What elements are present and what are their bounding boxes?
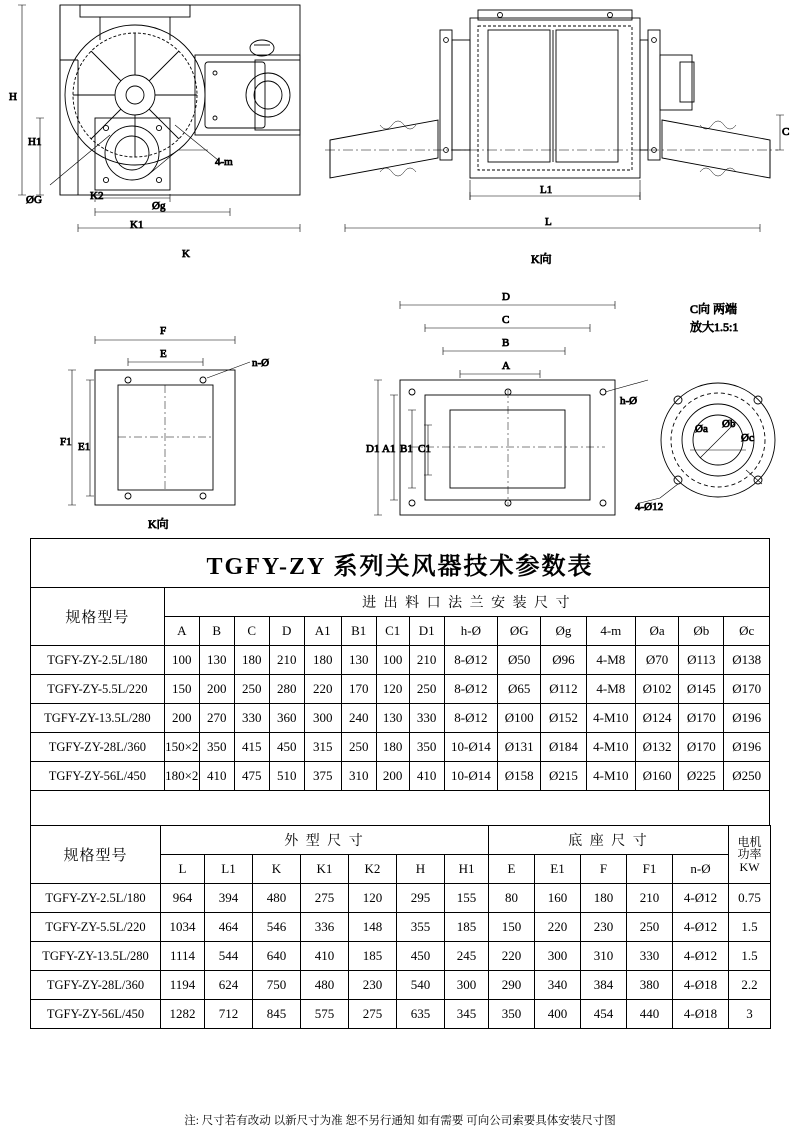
cell-value: 384 [581, 971, 627, 1000]
cell-value: 180 [234, 646, 269, 675]
cell-value: 4-Ø18 [673, 971, 729, 1000]
cell-value: 80 [489, 884, 535, 913]
cell-value: 8-Ø12 [444, 646, 498, 675]
cell-value: Ø184 [541, 733, 586, 762]
cell-value: Ø160 [636, 762, 679, 791]
cell-value: 1194 [161, 971, 205, 1000]
col-E1: E1 [535, 855, 581, 884]
cell-value: 155 [445, 884, 489, 913]
cell-value: 635 [397, 1000, 445, 1029]
cell-value: 8-Ø12 [444, 704, 498, 733]
cell-value: 450 [397, 942, 445, 971]
label-n-phi: n-Ø [252, 357, 270, 369]
cell-value: 1034 [161, 913, 205, 942]
label-K1: K1 [130, 219, 144, 231]
table-row [31, 1000, 771, 1029]
cell-value: 170 [341, 675, 376, 704]
table-flange-dimensions [30, 538, 770, 825]
cell-value: 750 [253, 971, 301, 1000]
cell-value: 845 [253, 1000, 301, 1029]
cell-value: 540 [397, 971, 445, 1000]
cell-value: 240 [341, 704, 376, 733]
col-phia: Øa [636, 617, 679, 646]
label-h-phi: h-Ø [620, 395, 638, 407]
cell-value: 10-Ø14 [444, 733, 498, 762]
label-E: E [160, 348, 167, 360]
label-D: D [502, 291, 510, 303]
cell-value: 310 [581, 942, 627, 971]
footnote: 注: 尺寸若有改动 以新尺寸为准 恕不另行通知 如有需要 可向公司索要具体安装尺寸图 [184, 1115, 616, 1127]
cell-model: TGFY-ZY-5.5L/220 [31, 675, 165, 704]
header-model: 规格型号 [31, 588, 165, 646]
cell-value: 454 [581, 1000, 627, 1029]
cell-value: 300 [304, 704, 341, 733]
cell-value: 160 [535, 884, 581, 913]
view-c-circular-flange [640, 383, 775, 503]
table-row [31, 971, 771, 1000]
cell-value: 350 [199, 733, 234, 762]
cell-model: TGFY-ZY-2.5L/180 [31, 646, 165, 675]
cell-value: 148 [349, 913, 397, 942]
technical-drawing [0, 0, 800, 540]
cell-value: 280 [269, 675, 304, 704]
cell-value: 245 [445, 942, 489, 971]
cell-value: 480 [253, 884, 301, 913]
cell-value: 185 [445, 913, 489, 942]
cell-value: 300 [445, 971, 489, 1000]
parameter-tables [30, 538, 770, 1029]
cell-model: TGFY-ZY-28L/360 [31, 971, 161, 1000]
view-front-right [325, 10, 778, 178]
cell-value: 410 [199, 762, 234, 791]
col-A: A [164, 617, 199, 646]
cell-value: 4-M10 [586, 762, 635, 791]
table-spacer-row [31, 791, 770, 826]
label-B1: B1 [400, 443, 413, 455]
cell-value: 130 [341, 646, 376, 675]
cell-value: Ø112 [541, 675, 586, 704]
cell-value: 1.5 [729, 942, 771, 971]
cell-value: 270 [199, 704, 234, 733]
label-A1: A1 [382, 443, 396, 455]
cell-value: 250 [341, 733, 376, 762]
view-flange-plate [400, 380, 615, 515]
cell-value: Ø50 [498, 646, 541, 675]
cell-value: 400 [535, 1000, 581, 1029]
cell-value: 275 [301, 884, 349, 913]
col-K1: K1 [301, 855, 349, 884]
label-C: C [782, 126, 790, 138]
label-4-phi12: 4-Ø12 [635, 501, 664, 513]
cell-value: Ø145 [679, 675, 724, 704]
label-F1: F1 [60, 436, 72, 448]
col-B: B [199, 617, 234, 646]
cell-value: 575 [301, 1000, 349, 1029]
label-C1: C1 [418, 443, 431, 455]
cell-value: Ø215 [541, 762, 586, 791]
cell-value: 250 [234, 675, 269, 704]
label-L: L [545, 216, 552, 228]
cell-model: TGFY-ZY-13.5L/280 [31, 704, 165, 733]
cell-model: TGFY-ZY-5.5L/220 [31, 913, 161, 942]
col-n-phi: n-Ø [673, 855, 729, 884]
cell-value: 336 [301, 913, 349, 942]
cell-value: 4-Ø12 [673, 913, 729, 942]
cell-value: 0.75 [729, 884, 771, 913]
cell-value: Ø196 [724, 733, 770, 762]
cell-value: Ø70 [636, 646, 679, 675]
cell-value: 350 [409, 733, 444, 762]
cell-value: 4-Ø12 [673, 884, 729, 913]
col-H: H [397, 855, 445, 884]
cell-value: 180 [581, 884, 627, 913]
cell-value: 100 [376, 646, 409, 675]
col-phib: Øb [679, 617, 724, 646]
cell-value: 712 [205, 1000, 253, 1029]
header-model-2: 规格型号 [31, 826, 161, 884]
cell-value: 290 [489, 971, 535, 1000]
cell-value: 220 [304, 675, 341, 704]
cell-value: Ø100 [498, 704, 541, 733]
table2-group-header-row [31, 826, 771, 855]
view-base-plate [95, 370, 235, 505]
cell-value: 230 [349, 971, 397, 1000]
cell-model: TGFY-ZY-56L/450 [31, 762, 165, 791]
col-C: C [234, 617, 269, 646]
cell-value: 150 [164, 675, 199, 704]
cell-value: 4-M8 [586, 675, 635, 704]
label-K: K [182, 248, 190, 260]
col-B1: B1 [341, 617, 376, 646]
table-row [31, 675, 770, 704]
cell-value: Ø132 [636, 733, 679, 762]
col-phic: Øc [724, 617, 770, 646]
table-row [31, 942, 771, 971]
col-K: K [253, 855, 301, 884]
label-K2: K2 [90, 190, 104, 202]
cell-value: 200 [164, 704, 199, 733]
cell-value: Ø196 [724, 704, 770, 733]
header-outer-group: 外 型 尺 寸 [161, 826, 489, 855]
label-c-view: C向 两端 [690, 302, 738, 316]
label-A: A [502, 360, 510, 372]
cell-value: 210 [269, 646, 304, 675]
cell-value: 4-M8 [586, 646, 635, 675]
cell-model: TGFY-ZY-2.5L/180 [31, 884, 161, 913]
label-F: F [160, 325, 167, 337]
label-phig: Øg [152, 200, 166, 212]
cell-value: 180 [304, 646, 341, 675]
header-flange-group: 进 出 料 口 法 兰 安 装 尺 寸 [164, 588, 769, 617]
cell-value: 410 [301, 942, 349, 971]
cell-value: 250 [409, 675, 444, 704]
cell-value: 220 [535, 913, 581, 942]
cell-value: Ø158 [498, 762, 541, 791]
cell-value: 330 [234, 704, 269, 733]
cell-value: Ø170 [724, 675, 770, 704]
label-B: B [502, 337, 510, 349]
cell-model: TGFY-ZY-13.5L/280 [31, 942, 161, 971]
cell-value: Ø170 [679, 733, 724, 762]
table-row [31, 913, 771, 942]
cell-value: 180×2 [164, 762, 199, 791]
cell-value: Ø113 [679, 646, 724, 675]
cell-value: Ø250 [724, 762, 770, 791]
cell-value: 544 [205, 942, 253, 971]
motor-line-2: 功率 [737, 847, 762, 862]
cell-value: 1.5 [729, 913, 771, 942]
cell-model: TGFY-ZY-56L/450 [31, 1000, 161, 1029]
col-F1: F1 [627, 855, 673, 884]
dimensions-flange-plate [374, 301, 648, 515]
cell-value: Ø225 [679, 762, 724, 791]
cell-value: 475 [234, 762, 269, 791]
cell-value: 100 [164, 646, 199, 675]
col-K2: K2 [349, 855, 397, 884]
cell-value: 546 [253, 913, 301, 942]
label-c-scale: 放大1.5:1 [690, 320, 739, 334]
col-4m: 4-m [586, 617, 635, 646]
cell-value: Ø170 [679, 704, 724, 733]
cell-value: Ø152 [541, 704, 586, 733]
col-D1: D1 [409, 617, 444, 646]
cell-value: 4-Ø12 [673, 942, 729, 971]
cell-value: 394 [205, 884, 253, 913]
cell-value: 464 [205, 913, 253, 942]
cell-value: 185 [349, 942, 397, 971]
label-E1: E1 [78, 441, 91, 453]
header-motor-power [729, 826, 771, 884]
cell-value: 350 [489, 1000, 535, 1029]
cell-value: Ø102 [636, 675, 679, 704]
cell-value: 230 [581, 913, 627, 942]
col-H1: H1 [445, 855, 489, 884]
cell-value: 130 [376, 704, 409, 733]
motor-line-3: KW [739, 859, 760, 874]
dimensions-front-right [345, 115, 784, 232]
label-K-view-top: K向 [531, 252, 552, 266]
cell-value: 380 [627, 971, 673, 1000]
cell-value: Ø138 [724, 646, 770, 675]
cell-value: 510 [269, 762, 304, 791]
col-C1: C1 [376, 617, 409, 646]
label-phib: Øb [722, 418, 736, 430]
view-side-left [60, 5, 300, 195]
col-F: F [581, 855, 627, 884]
cell-value: 330 [627, 942, 673, 971]
cell-value: 200 [376, 762, 409, 791]
cell-value: 4-Ø18 [673, 1000, 729, 1029]
cell-value: 624 [205, 971, 253, 1000]
cell-value: 964 [161, 884, 205, 913]
cell-value: Ø65 [498, 675, 541, 704]
cell-value: 295 [397, 884, 445, 913]
col-h-phi: h-Ø [444, 617, 498, 646]
cell-value: 315 [304, 733, 341, 762]
cell-value: 2.2 [729, 971, 771, 1000]
cell-value: 8-Ø12 [444, 675, 498, 704]
cell-value: Ø96 [541, 646, 586, 675]
cell-value: 130 [199, 646, 234, 675]
cell-value: 275 [349, 1000, 397, 1029]
motor-line-1: 电机 [737, 834, 762, 849]
cell-value: 250 [627, 913, 673, 942]
col-E: E [489, 855, 535, 884]
label-L1: L1 [540, 184, 553, 196]
cell-value: 200 [199, 675, 234, 704]
cell-value: 410 [409, 762, 444, 791]
table-title: TGFY-ZY 系列关风器技术参数表 [31, 539, 770, 588]
col-A1: A1 [304, 617, 341, 646]
cell-value: 340 [535, 971, 581, 1000]
cell-value: 640 [253, 942, 301, 971]
label-phic: Øc [741, 432, 754, 444]
cell-value: 210 [627, 884, 673, 913]
cell-model: TGFY-ZY-28L/360 [31, 733, 165, 762]
col-L1: L1 [205, 855, 253, 884]
label-H1: H1 [28, 136, 42, 148]
cell-value: 415 [234, 733, 269, 762]
cell-value: 10-Ø14 [444, 762, 498, 791]
label-D1: D1 [366, 443, 380, 455]
cell-value: 4-M10 [586, 704, 635, 733]
cell-value: 1114 [161, 942, 205, 971]
cell-value: 330 [409, 704, 444, 733]
label-K-view-bottom: K向 [148, 517, 169, 531]
table-row [31, 733, 770, 762]
cell-value: 300 [535, 942, 581, 971]
cell-value: 120 [349, 884, 397, 913]
cell-value: 310 [341, 762, 376, 791]
cell-value: 450 [269, 733, 304, 762]
table-row [31, 646, 770, 675]
col-phig: Øg [541, 617, 586, 646]
cell-value: 360 [269, 704, 304, 733]
cell-value: 180 [376, 733, 409, 762]
cell-value: Ø131 [498, 733, 541, 762]
table-row [31, 884, 771, 913]
label-phiG: ØG [26, 194, 42, 206]
cell-value: Ø124 [636, 704, 679, 733]
cell-value: 345 [445, 1000, 489, 1029]
label-phia: Øa [695, 423, 708, 435]
cell-value: 3 [729, 1000, 771, 1029]
cell-value: 4-M10 [586, 733, 635, 762]
cell-value: 120 [376, 675, 409, 704]
table-row [31, 762, 770, 791]
col-L: L [161, 855, 205, 884]
cell-value: 220 [489, 942, 535, 971]
header-base-group: 底 座 尺 寸 [489, 826, 729, 855]
table-group-header-row [31, 588, 770, 617]
cell-value: 375 [304, 762, 341, 791]
col-phiG: ØG [498, 617, 541, 646]
table-title-row [31, 539, 770, 588]
cell-value: 150×2 [164, 733, 199, 762]
cell-value: 210 [409, 646, 444, 675]
label-4-m: 4-m [215, 156, 233, 168]
cell-value: 355 [397, 913, 445, 942]
label-C2: C [502, 314, 510, 326]
table-overall-dimensions [30, 825, 771, 1029]
cell-value: 440 [627, 1000, 673, 1029]
table-row [31, 704, 770, 733]
cell-value: 150 [489, 913, 535, 942]
cell-value: 480 [301, 971, 349, 1000]
col-D: D [269, 617, 304, 646]
label-H: H [9, 91, 17, 103]
cell-value: 1282 [161, 1000, 205, 1029]
